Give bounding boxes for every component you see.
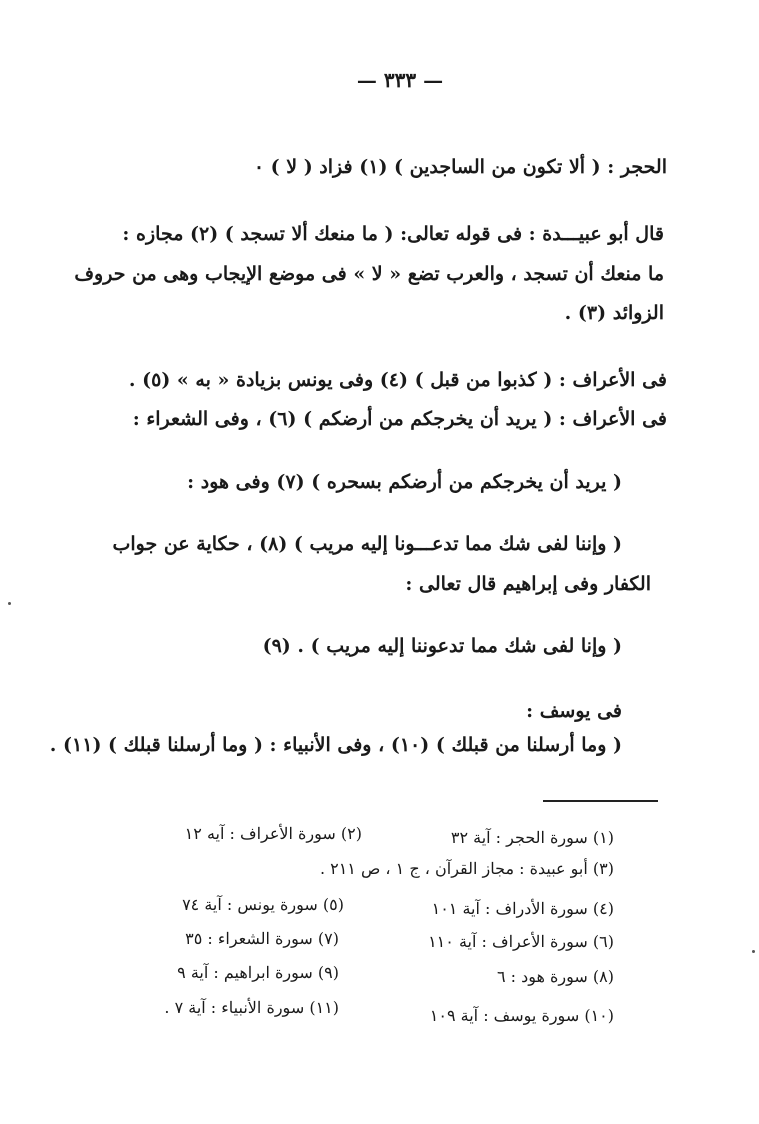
- footnote: (١) سورة الحجر : آية ٣٢: [450, 828, 614, 847]
- scan-speck: [752, 950, 755, 953]
- footnote: (٣) أبو عبيدة : مجاز القرآن ، ج ١ ، ص ٢١١ .: [319, 859, 614, 878]
- text-line: ( يريد أن يخرجكم من أرضكم بسحره ) (٧) وفى هود :: [187, 471, 622, 493]
- text-line: ( وما أرسلنا من قبلك ) (١٠) ، وفى الأنبياء : ( وما أرسلنا قبلك ) (١١) .: [49, 734, 622, 756]
- text-line: الكفار وفى إبراهيم قال تعالى :: [405, 573, 651, 595]
- text-line: قال أبو عبيـــدة : فى قوله تعالى: ( ما منعك ألا تسجد ) (٢) مجازه :: [122, 223, 664, 245]
- footnote: (٤) سورة الأدراف : آية ١٠١: [431, 899, 614, 918]
- scan-speck: [8, 602, 11, 605]
- footnote: (٧) سورة الشعراء : ٣٥: [185, 929, 339, 948]
- text-line: الزوائد (٣) .: [564, 302, 664, 324]
- footnote: (٩) سورة ابراهيم : آية ٩: [177, 963, 339, 982]
- footnote: (٨) سورة هود : ٦: [496, 967, 614, 986]
- text-line: ( وإننا لفى شك مما تدعـــونا إليه مريب ) (٨) ، حكاية عن جواب: [112, 533, 622, 555]
- footnote: (١١) سورة الأنبياء : آية ٧ .: [164, 998, 339, 1017]
- footnote: (١٠) سورة يوسف : آية ١٠٩: [429, 1006, 614, 1025]
- footnote: (٢) سورة الأعراف : آيه ١٢: [184, 824, 362, 843]
- footnote: (٦) سورة الأعراف : آية ١١٠: [428, 932, 614, 951]
- footnote-separator: [543, 800, 658, 802]
- text-line: فى الأعراف : ( كذبوا من قبل ) (٤) وفى يونس بزيادة « به » (٥) .: [128, 369, 667, 391]
- text-line: الحجر : ( ألا تكون من الساجدين ) (١) فزاد ( لا ) ٠: [253, 156, 667, 178]
- text-line: فى يوسف :: [526, 700, 622, 722]
- text-line: ( وإنا لفى شك مما تدعوننا إليه مريب ) . (٩): [262, 635, 622, 657]
- text-line: فى الأعراف : ( يريد أن يخرجكم من أرضكم ) (٦) ، وفى الشعراء :: [132, 408, 667, 430]
- page-number: — ٣٣٣ —: [356, 68, 444, 92]
- footnote: (٥) سورة يونس : آية ٧٤: [182, 895, 344, 914]
- text-line: ما منعك أن تسجد ، والعرب تضع « لا » فى موضع الإيجاب وهى من حروف: [74, 263, 664, 285]
